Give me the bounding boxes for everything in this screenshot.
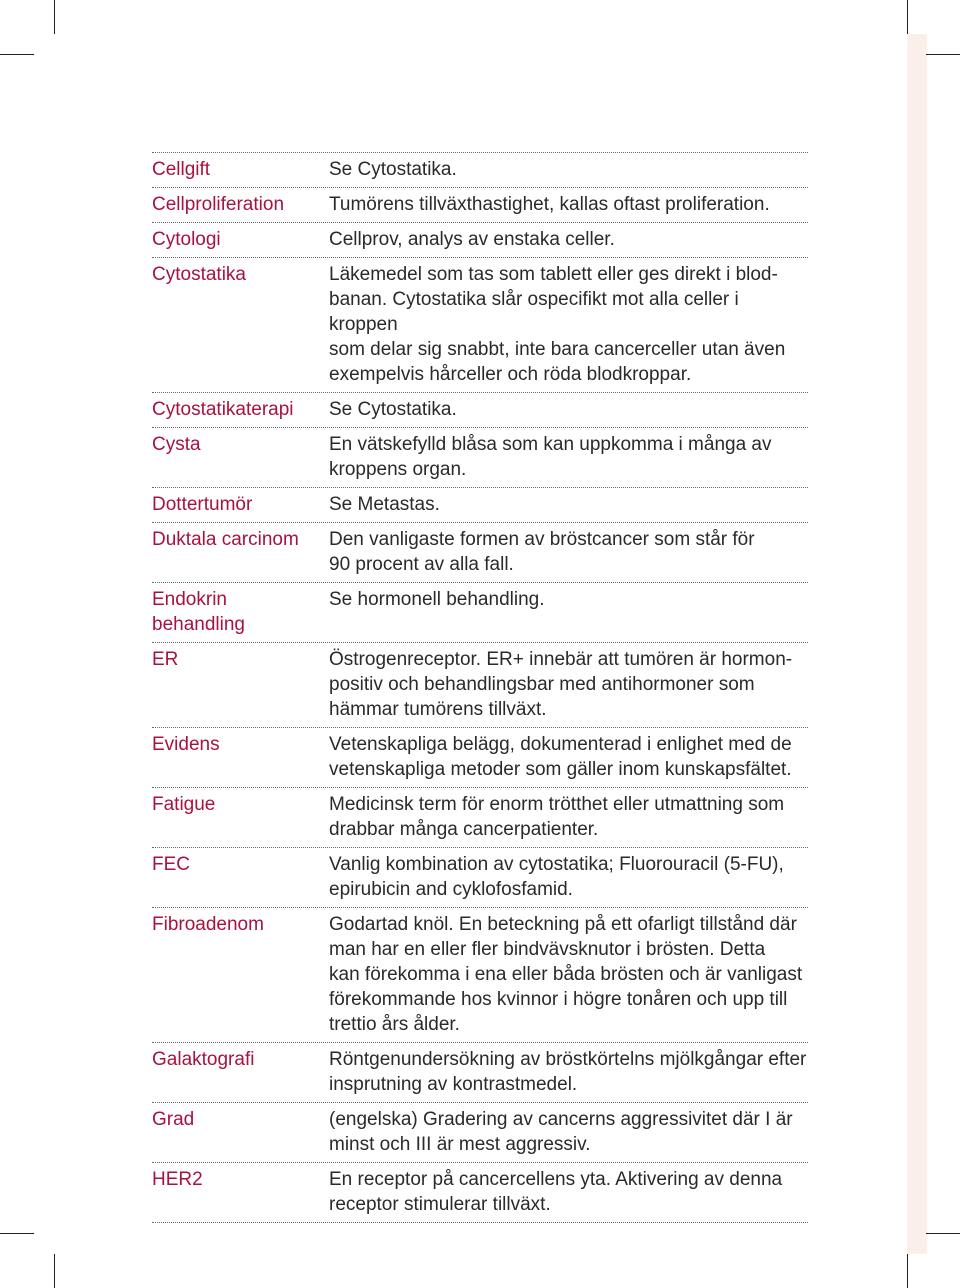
glossary-definition: Medicinsk term för enorm trötthet eller utmattning som drabbar många cancerpatienter. [329, 794, 785, 840]
crop-mark [907, 0, 908, 34]
glossary-term: FEC [152, 854, 190, 875]
glossary-row [152, 642, 808, 727]
glossary-row [152, 187, 808, 222]
glossary-term: Dottertumör [152, 494, 253, 515]
glossary-row [152, 847, 808, 907]
crop-mark [926, 54, 960, 55]
glossary-definition: Se Cytostatika. [329, 399, 457, 420]
glossary-row [152, 222, 808, 257]
glossary-term: Grad [152, 1109, 195, 1130]
glossary-row [152, 1102, 808, 1162]
glossary-row [152, 582, 808, 642]
glossary-definition: Tumörens tillväxthastighet, kallas oftast proliferation. [329, 194, 770, 215]
glossary-row [152, 257, 808, 392]
crop-mark [54, 0, 55, 34]
glossary-term: Cellgift [152, 159, 211, 180]
glossary-definition: Se hormonell behandling. [329, 589, 545, 610]
crop-mark [926, 1233, 960, 1234]
glossary-row [152, 1162, 808, 1223]
glossary-definition: Se Metastas. [329, 494, 440, 515]
glossary-row [152, 152, 808, 187]
glossary-list [152, 152, 808, 1223]
glossary-definition: Läkemedel som tas som tablett eller ges direkt i blod- banan. Cytostatika slår ospecifikt mot alla celler i kroppen som delar sig snabbt, inte bara cancerceller utan även exempelvis hårceller och röda blodkroppar. [329, 264, 786, 385]
glossary-row [152, 787, 808, 847]
glossary-row [152, 522, 808, 582]
crop-mark [907, 1254, 908, 1288]
glossary-term: Fibroadenom [152, 914, 264, 935]
glossary-definition: Östrogenreceptor. ER+ innebär att tumören är hormon- positiv och behandlingsbar med antihormoner som hämmar tumörens tillväxt. [329, 649, 793, 720]
glossary-definition: (engelska) Gradering av cancerns aggressivitet där I är minst och III är mest aggressiv. [329, 1109, 793, 1155]
glossary-definition: Röntgenundersökning av bröstkörtelns mjölkgångar efter insprutning av kontrastmedel. [329, 1049, 807, 1095]
glossary-term: Fatigue [152, 794, 216, 815]
glossary-definition: Se Cytostatika. [329, 159, 457, 180]
glossary-row [152, 1042, 808, 1102]
glossary-definition: En receptor på cancercellens yta. Aktivering av denna receptor stimulerar tillväxt. [329, 1169, 783, 1215]
crop-mark [0, 1233, 34, 1234]
glossary-term: Endokrin behandling [152, 589, 245, 635]
glossary-definition: Vetenskapliga belägg, dokumenterad i enlighet med de vetenskapliga metoder som gäller inom kunskapsfältet. [329, 734, 792, 780]
glossary-row [152, 907, 808, 1042]
glossary-term: Cytostatika [152, 264, 246, 285]
glossary-term: ER [152, 649, 179, 670]
glossary-definition: En vätskefylld blåsa som kan uppkomma i många av kroppens organ. [329, 434, 772, 480]
glossary-row [152, 487, 808, 522]
glossary-term: Cytostatikaterapi [152, 399, 294, 420]
glossary-term: Duktala carcinom [152, 529, 299, 550]
glossary-term: Cytologi [152, 229, 221, 250]
crop-mark [0, 54, 34, 55]
glossary-row [152, 427, 808, 487]
glossary-definition: Vanlig kombination av cytostatika; Fluorouracil (5-FU), epirubicin and cyklofosfamid. [329, 854, 784, 900]
glossary-term: Galaktografi [152, 1049, 255, 1070]
glossary-term: Cysta [152, 434, 201, 455]
crop-mark [54, 1254, 55, 1288]
glossary-row [152, 727, 808, 787]
glossary-term: HER2 [152, 1169, 203, 1190]
glossary-definition: Den vanligaste formen av bröstcancer som står för 90 procent av alla fall. [329, 529, 755, 575]
glossary-definition: Godartad knöl. En beteckning på ett ofarligt tillstånd där man har en eller fler bindvävsknutor i brösten. Detta kan förekomma i ena eller båda brösten och är vanligast förekommande hos kvinnor i högre tonåren och upp till trettio års ålder. [329, 914, 803, 1035]
glossary-row [152, 392, 808, 427]
glossary-term: Cellproliferation [152, 194, 285, 215]
glossary-term: Evidens [152, 734, 220, 755]
page-edge-strip [907, 34, 927, 1254]
glossary-definition: Cellprov, analys av enstaka celler. [329, 229, 615, 250]
